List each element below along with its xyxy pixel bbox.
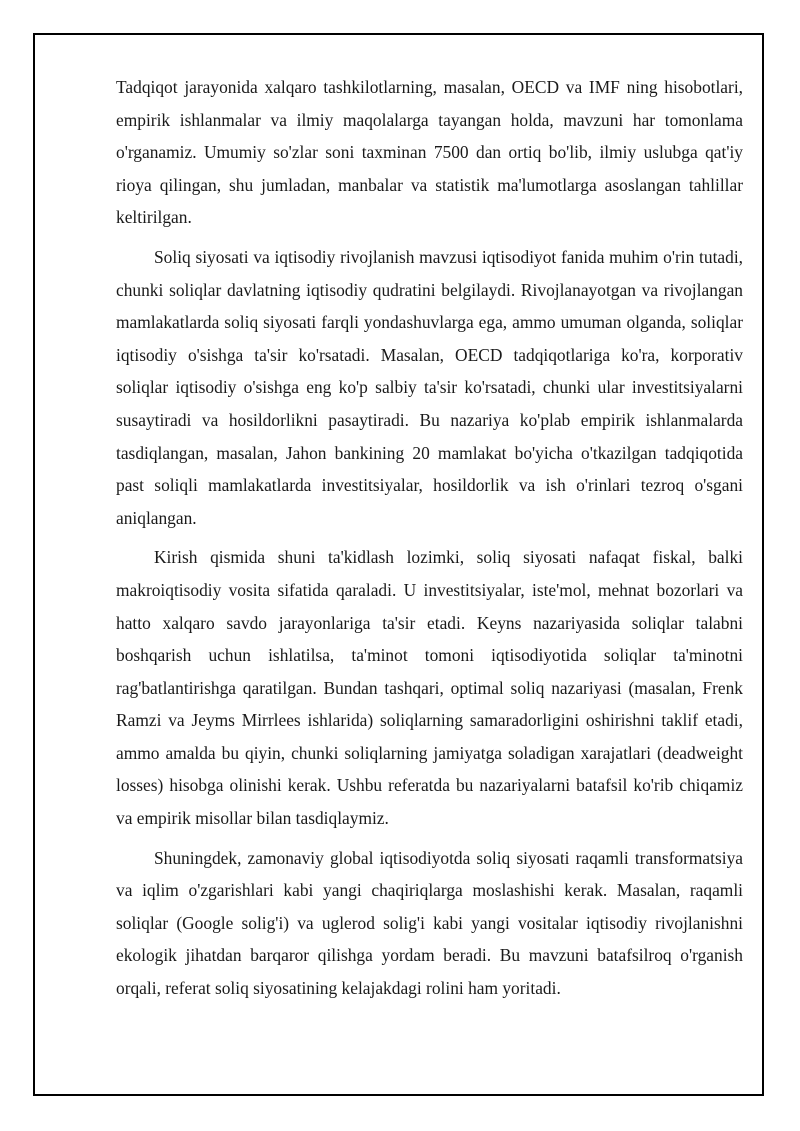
- paragraph-2: Soliq siyosati va iqtisodiy rivojlanish mavzusi iqtisodiyot fanida muhim o'rin tutadi, chunki soliqlar davlatning iqtisodiy qudratini belgilaydi. Rivojlanayotgan va rivojlangan mamlakatlarda soliq siyosati farqli yondashuvlarga ega, ammo umuman olganda, soliqlar iqtisodiy o'sishga ta'sir ko'rsatadi. Masalan, OECD tadqiqotlariga ko'ra, korporativ soliqlar iqtisodiy o'sishga eng ko'p salbiy ta'sir ko'rsatadi, chunki ular investitsiyalarni susaytiradi va hosildorlikni pasaytiradi. Bu nazariya ko'plab empirik ishlanmalarda tasdiqlangan, masalan, Jahon bankining 20 mamlakat bo'yicha o'tkazilgan tadqiqotida past soliqli mamlakatlarda investitsiyalar, hosildorlik va ish o'rinlari tezroq o'sgani aniqlangan.: [116, 246, 743, 528]
- paragraph-4: Shuningdek, zamonaviy global iqtisodiyotda soliq siyosati raqamli transformatsiya va iqlim o'zgarishlari kabi yangi chaqiriqlarga moslashishi kerak. Masalan, raqamli soliqlar (Google solig'i) va uglerod solig'i kabi yangi vositalar iqtisodiy rivojlanishni ekologik jihatdan barqaror qilishga yordam beradi. Bu mavzuni batafsilroq o'rganish orqali, referat soliq siyosatining kelajakdagi rolini ham yoritadi.: [116, 847, 743, 999]
- paragraph-3: Kirish qismida shuni ta'kidlash lozimki, soliq siyosati nafaqat fiskal, balki makroiqtisodiy vosita sifatida qaraladi. U investitsiyalar, iste'mol, mehnat bozorlari va hatto xalqaro savdo jarayonlariga ta'sir etadi. Keyns nazariyasida soliqlar talabni boshqarish uchun ishlatilsa, ta'minot tomoni iqtisodiyotida soliqlar ta'minotni rag'batlantirishga qaratilgan. Bundan tashqari, optimal soliq nazariyasi (masalan, Frenk Ramzi va Jeyms Mirrlees ishlarida) soliqlarning samaradorligini oshirishni taklif etadi, ammo amalda bu qiyin, chunki soliqlarning jamiyatga soladigan xarajatlari (deadweight losses) hisobga olinishi kerak. Ushbu referatda bu nazariyalarni batafsil ko'rib chiqamiz va empirik misollar bilan tasdiqlaymiz.: [116, 547, 743, 829]
- paragraph-1: Tadqiqot jarayonida xalqaro tashkilotlarning, masalan, OECD va IMF ning hisobotlari, empirik ishlanmalar va ilmiy maqolalarga tayangan holda, mavzuni har tomonlama o'rganamiz. Umumiy so'zlar soni taxminan 7500 dan ortiq bo'lib, ilmiy uslubga qat'iy rioya qilingan, shu jumladan, manbalar va statistik ma'lumotlarga asoslangan tahlillar keltirilgan.: [116, 77, 743, 228]
- document-body: [116, 71, 743, 1012]
